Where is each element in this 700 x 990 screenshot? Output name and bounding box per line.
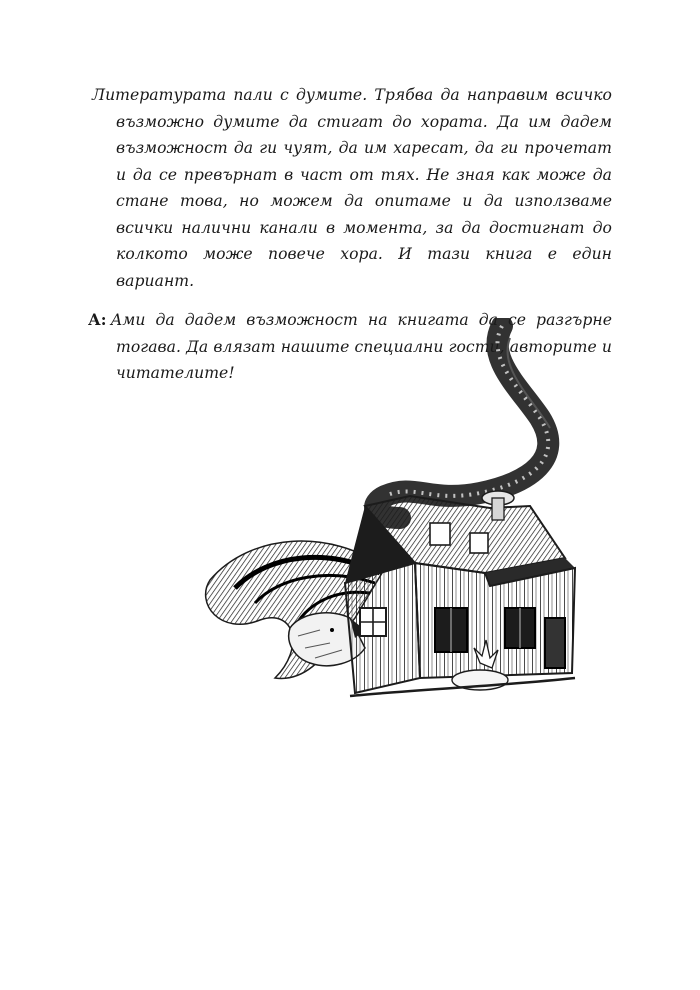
house-drawing: [180, 318, 600, 728]
smoke-trail: [375, 326, 550, 518]
paragraph-1-text: Литературата пали с думите. Трябва да направим всичко възможно думите да стигат до хората. Да им дадем възможност да ги чуят, да им харесат, да ги прочетат и да се превърнат в част от тях. Не зная как може да стане това, но можем да опитаме и да използваме всички налични канали в момента, за да достигнат до колкото може повече хора. И тази книга е един вариант.: [92, 86, 612, 290]
paragraph-2-speaker: А:: [88, 310, 107, 329]
house-illustration: [180, 318, 600, 728]
paragraph-2-text: Ами да дадем възможност на книгата да се разгърне тогава. Да влязат нашите специални гости, авторите и читателите!: [110, 311, 612, 382]
paragraph-1: [88, 82, 612, 294]
house-front-wall: [345, 563, 420, 693]
